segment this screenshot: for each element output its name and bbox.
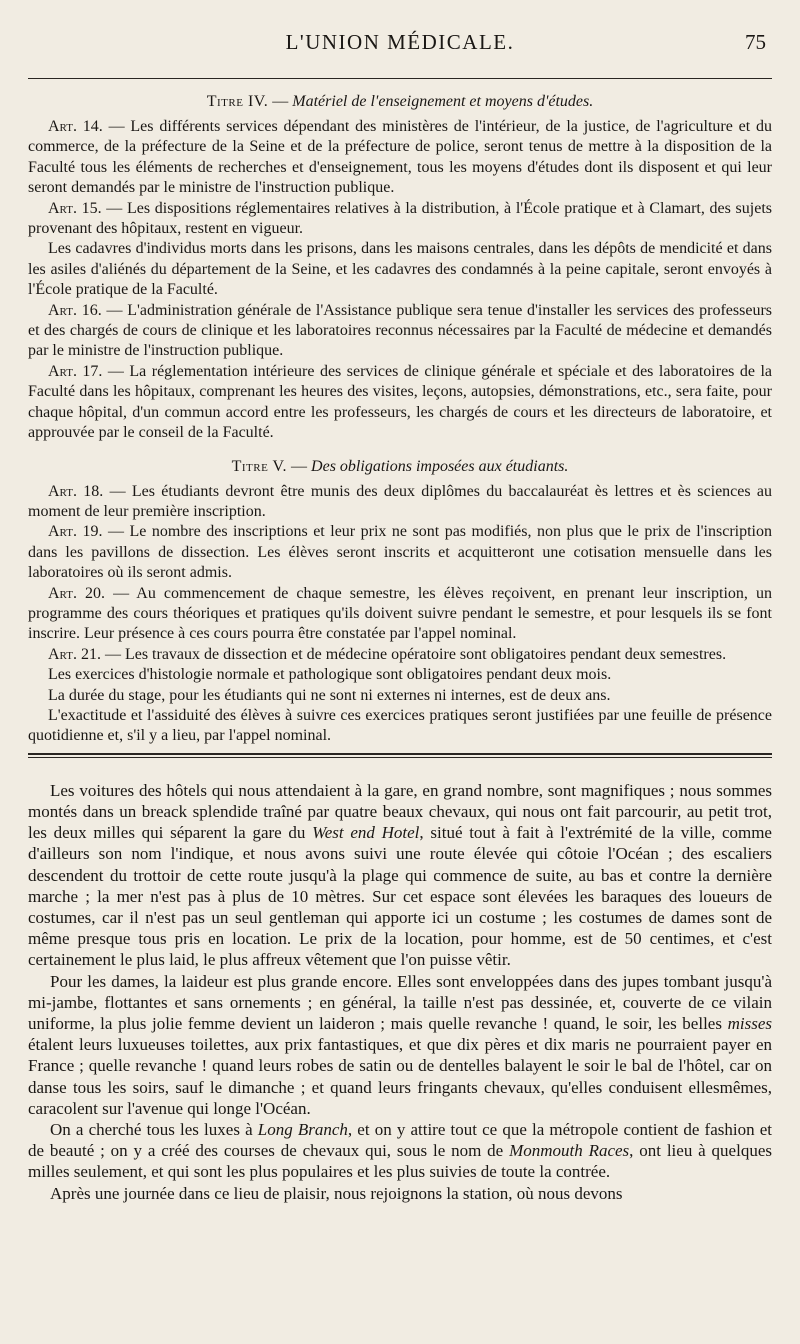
article-text: — Les différents services dépendant des ministères de l'intérieur, de la justice, de l'agriculture et du commerce, de la préfecture de la Seine et de la préfecture de police, seront tenus de mettre à la disposition de la Faculté tous les éléments de recherches et d'enseignement, tous les moyens d'études dont ils disposent et qui leur seront demandés par le ministre de l'instruction publique. xyxy=(28,118,773,197)
article-paragraph xyxy=(28,645,772,665)
feuilleton-paragraph xyxy=(28,1119,772,1183)
section-heading: Matériel de l'enseignement et moyens d'études. xyxy=(292,93,594,110)
text-run: , ont lieu à quelques milles seulement, et qui sont les plus populaires et les plus suivies de toute la contrée. xyxy=(28,1141,772,1182)
running-title: L'UNION MÉDICALE. xyxy=(285,30,515,54)
text-run: , et on y attire tout ce que la métropole contient de fashion et de beauté ; on y a créé des courses de chevaux qui, sous le nom de xyxy=(28,1120,772,1161)
articles-iv xyxy=(28,117,772,444)
article-number: Art. 19. xyxy=(48,523,103,541)
article-paragraph xyxy=(28,117,772,199)
article-text: — Les dispositions réglementaires relatives à la distribution, à l'École pratique et à Clamart, des sujets provenant des hôpitaux, restent en vigueur. xyxy=(28,199,772,238)
article-text: La durée du stage, pour les étudiants qui ne sont ni externes ni internes, est de deux ans. xyxy=(48,686,611,704)
article-number: Art. 21. xyxy=(48,645,101,663)
article-text: Les exercices d'histologie normale et pathologique sont obligatoires pendant deux mois. xyxy=(48,666,612,684)
article-paragraph xyxy=(28,584,772,645)
italic-word: misses xyxy=(727,1014,772,1034)
article-number: Art. 18. xyxy=(48,482,104,500)
section-title-iv xyxy=(28,93,772,111)
feuilleton-paragraph xyxy=(28,971,772,1119)
header-rule xyxy=(28,78,772,79)
section-heading: Des obligations imposées aux étudiants. xyxy=(311,457,569,475)
section-dash: — xyxy=(287,457,312,475)
feuilleton-paragraph xyxy=(28,1183,772,1204)
article-text: Les cadavres d'individus morts dans les prisons, dans les maisons centrales, dans les dépôts de mendicité et dans les asiles d'aliénés du département de la Seine, et les cadavres des condamnés à la peine capitale, seront envoyés à l'École pratique de la Faculté. xyxy=(28,240,772,299)
text-run: Pour les dames, la laideur est plus grande encore. Elles sont enveloppées dans des jupes tombant jusqu'à mi-jambe, flottantes et sans ornements ; en général, la taille n'est pas dessinée, et, couverte de ce vilain uniforme, la plus jolie femme devient un laideron ; mais quelle revanche ! quand, le soir, les belles xyxy=(28,971,772,1034)
article-number: Art. 17. xyxy=(48,362,103,380)
page-number: 75 xyxy=(745,30,766,54)
place-name: Long Branch xyxy=(257,1120,348,1140)
article-number: Art. 20. xyxy=(48,584,106,602)
article-text: — Au commencement de chaque semestre, les élèves reçoivent, en prenant leur inscription, un programme des cours théoriques et pratiques qu'ils doivent suivre pendant le semestre, et pour lesquels ils se font inscrire. Leur présence à ces cours pourra être constatée par l'appel nominal. xyxy=(28,584,773,643)
text-run: étalent leurs luxueuses toilettes, aux prix fantastiques, et que dix pères et dix maris ne pourraient payer en France ; quelle revanche ! quand leurs robes de satin ou de dentelles balayent le soir le bal de l'hôtel, car on danse tous les soirs, sauf le dimanche ; et quand leurs fringants chevaux, qu'elles conduisent ellesmêmes, caracolent sur l'avenue qui longe l'Océan. xyxy=(28,1035,772,1118)
article-paragraph xyxy=(28,301,772,362)
article-paragraph xyxy=(28,522,772,583)
article-paragraph xyxy=(28,482,772,523)
hotel-name: West end Hotel xyxy=(312,823,420,843)
text-run: Les voitures des hôtels qui nous attendaient à la gare, en grand nombre, sont magnifiques ; nous sommes montés dans un breack splendide traîné par quatre beaux chevaux, qui nous ont fait parcourir, au petit trot, les deux milles qui séparent la gare du xyxy=(28,780,772,843)
article-text: L'exactitude et l'assiduité des élèves à suivre ces exercices pratiques seront justifiées par une feuille de présence quotidienne et, s'il y a lieu, par l'appel nominal. xyxy=(28,706,772,745)
article-paragraph xyxy=(28,706,772,747)
article-paragraph xyxy=(28,199,772,240)
text-run: On a cherché tous les luxes à xyxy=(50,1120,258,1140)
section-label: Titre IV. xyxy=(206,93,269,110)
article-number: Art. 16. xyxy=(48,301,102,319)
feuilleton-separator xyxy=(28,753,772,758)
feuilleton-paragraph xyxy=(28,780,772,971)
feuilleton-text xyxy=(28,780,772,1204)
section-title-v xyxy=(28,458,772,476)
section-label: Titre V. xyxy=(231,457,288,475)
article-paragraph xyxy=(28,686,772,706)
article-text: — Les étudiants devront être munis des deux diplômes du baccalauréat ès lettres et ès sciences au moment de leur première inscription. xyxy=(28,482,773,520)
articles-v xyxy=(28,482,772,747)
race-name: Monmouth Races xyxy=(509,1141,630,1161)
text-run: Après une journée dans ce lieu de plaisir, nous rejoignons la station, où nous devons xyxy=(50,1183,623,1203)
article-number: Art. 14. xyxy=(48,118,103,135)
article-text: — L'administration générale de l'Assistance publique sera tenue d'installer les services des professeurs et des chargés de cours de clinique et les laboratoires reconnus nécessaires par la Faculté de médecine et demandés par le ministre de l'instruction publique. xyxy=(28,301,773,360)
running-head xyxy=(28,26,772,60)
article-number: Art. 15. xyxy=(48,199,102,217)
article-paragraph xyxy=(28,239,772,300)
article-text: — La réglementation intérieure des services de clinique générale et spéciale et des laboratoires de la Faculté dans les hôpitaux, comprenant les heures des visites, leçons, autopsies, démonstrations, etc., sera faite, pour chaque hôpital, d'un commun accord entre les professeurs, les chargés de cours et les directeurs de laboratoire, et approuvée par le conseil de la Faculté. xyxy=(28,362,772,442)
article-text: — Les travaux de dissection et de médecine opératoire sont obligatoires pendant deux semestres. xyxy=(100,645,727,663)
article-paragraph xyxy=(28,362,772,444)
section-dash: — xyxy=(268,93,293,110)
text-run: , situé tout à fait à l'extrémité de la ville, comme d'ailleurs son nom l'indique, et nous avons suivi une route élevée qui côtoie l'Océan ; des escaliers descendent du trottoir de cette route jusqu'à la plage qui commence de suite, au bas et contre la dernière marche ; la mer n'est pas à plus de 10 mètres. Sur cet espace sont élevées les baraques des loueurs de costumes, car il n'est pas un seul gentleman qui apporte ici un costume ; les costumes de dames sont de même presque tous pris en location. Le prix de la location, pour homme, est de 50 centimes, et c'est certainement le plus laid, le plus affreux vêtement que l'on puisse vêtir. xyxy=(28,823,772,970)
article-paragraph xyxy=(28,665,772,685)
article-text: — Le nombre des inscriptions et leur prix ne sont pas modifiés, non plus que le prix de l'inscription dans les pavillons de dissection. Les élèves seront inscrits et acquitteront une cotisation mensuelle dans les laboratoires où ils seront admis. xyxy=(28,523,772,582)
